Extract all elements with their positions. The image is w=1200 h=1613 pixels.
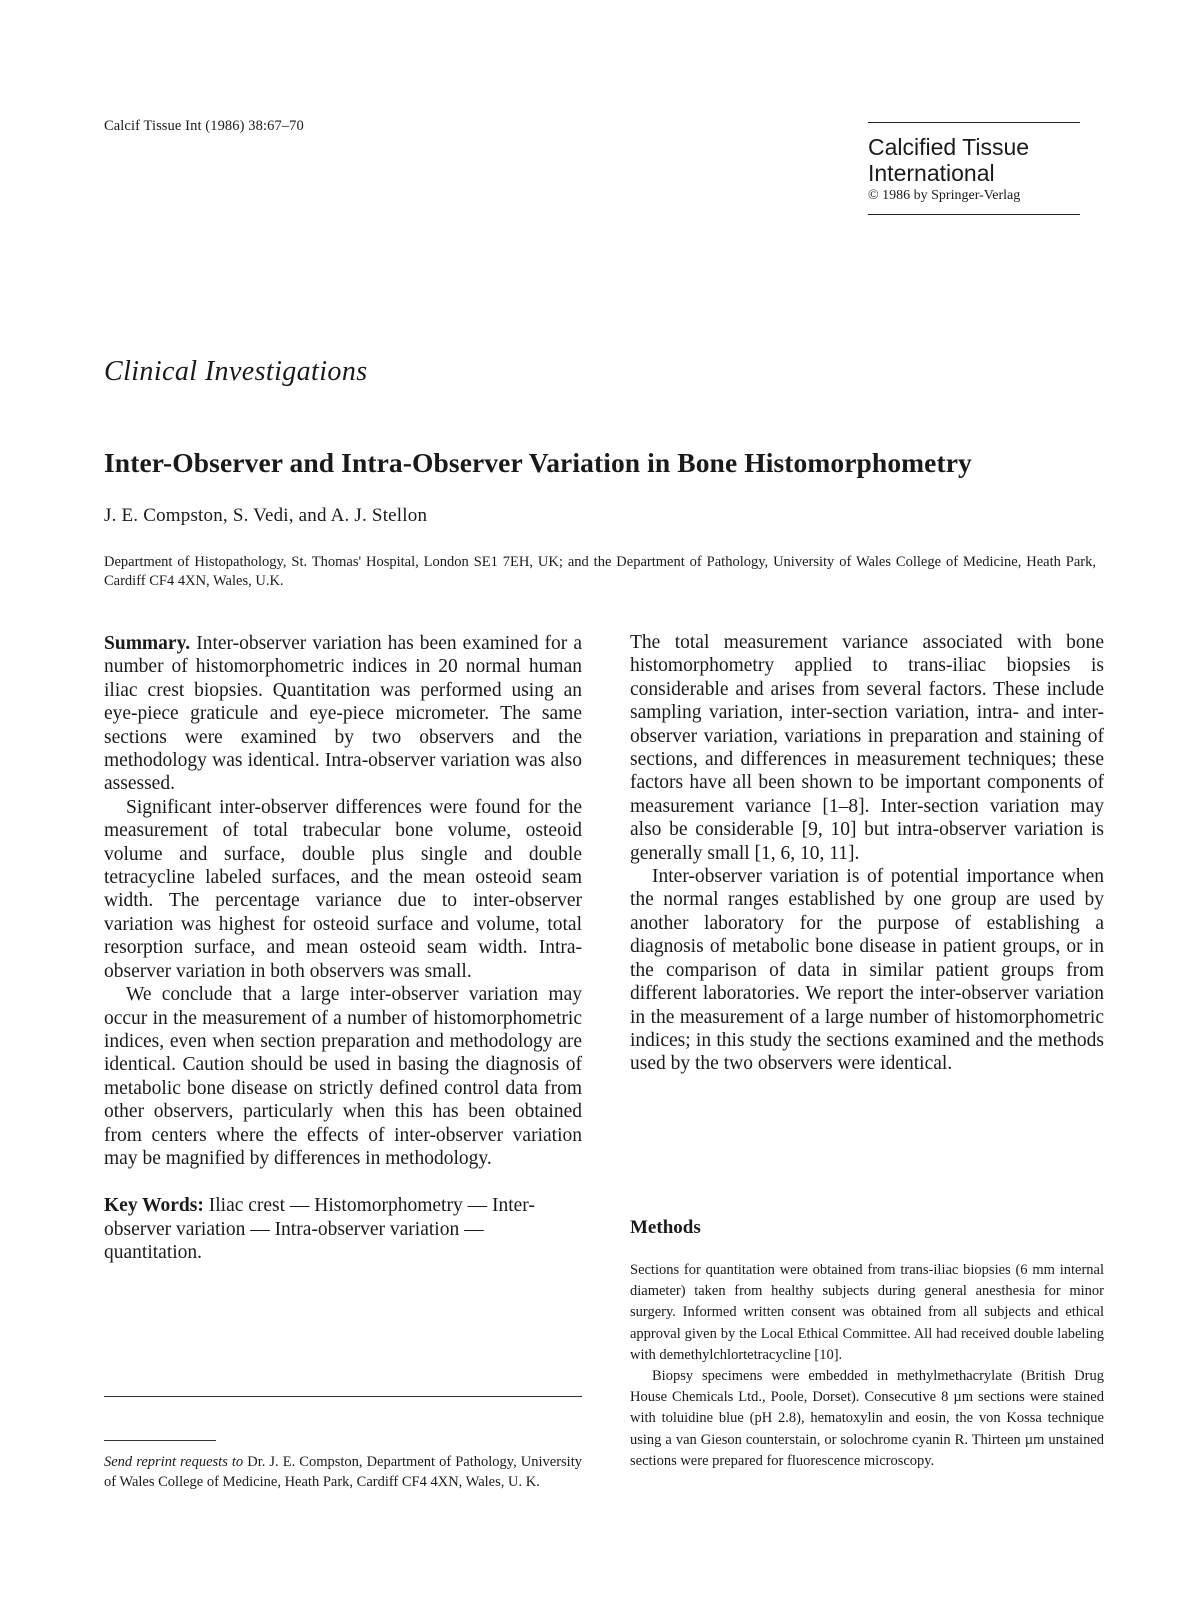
summary-paragraph-2: Significant inter-observer differences were found for the measurement of total trabecular bone volume, osteoid volume and surface, double plus single and double tetracycline labeled surfaces, and the mean osteoid seam width. The percentage variance due to inter-observer variation was highest for osteoid surface and volume, total resorption surface, and mean osteoid seam width. Intra-observer variation in both observers was small. (104, 796, 582, 982)
left-column (104, 632, 582, 1265)
keywords-label: Key Words: (104, 1195, 204, 1217)
journal-name: Calcified Tissue International (868, 134, 1030, 186)
column-end-rule (104, 1396, 582, 1397)
summary-label: Summary. (104, 633, 191, 654)
methods-paragraph-1: Sections for quantitation were obtained from trans-iliac biopsies (6 mm internal diameter) taken from healthy subjects during general anesthesia for minor surgery. Informed written consent was obtained from all subjects and ethical approval given by the Local Ethical Committee. All had received double labeling with demethylchlortetracycline [10]. (630, 1262, 1104, 1363)
masthead-bottom-rule (868, 214, 1080, 215)
article-authors: J. E. Compston, S. Vedi, and A. J. Stellon (104, 505, 428, 526)
summary-paragraph-1 (104, 632, 582, 796)
author-affiliation: Department of Histopathology, St. Thomas' Hospital, London SE1 7EH, UK; and the Department of Pathology, University of Wales College of Medicine, Heath Park, Cardiff CF4 4XN, Wales, U.K. (104, 554, 1096, 589)
keywords-text: Iliac crest — Histomorphometry — Inter-observer variation — Intra-observer variation — quantitation. (104, 1195, 535, 1264)
summary-paragraph-3: We conclude that a large inter-observer variation may occur in the measurement of a number of histomorphometric indices, even when section preparation and methodology are identical. Caution should be used in basing the diagnosis of metabolic bone disease on strictly defined control data from other observers, particularly when this has been obtained from centers where the effects of inter-observer variation may be magnified by differences in methodology. (104, 984, 582, 1169)
footnote-label: Send reprint requests to (104, 1454, 244, 1470)
article-title: Inter-Observer and Intra-Observer Variation in Bone Histomorphometry (104, 447, 972, 478)
journal-copyright: © 1986 by Springer-Verlag (868, 188, 1021, 203)
footnote-text: Dr. J. E. Compston, Department of Pathology, University of Wales College of Medicine, Heath Park, Cardiff CF4 4XN, Wales, U. K. (104, 1454, 582, 1490)
methods-section (630, 1260, 1104, 1472)
methods-paragraph-2: Biopsy specimens were embedded in methylmethacrylate (British Drug House Chemicals Ltd., Poole, Dorset). Consecutive 8 µm sections were stained with toluidine blue (pH 2.8), hematoxylin and eosin, the von Kossa technique using a van Gieson counterstain, or solochrome cyanin R. Thirteen µm unstained sections were prepared for fluorescence microscopy. (630, 1368, 1104, 1469)
reprint-footnote (104, 1452, 582, 1492)
section-label: Clinical Investigations (104, 356, 368, 387)
journal-masthead (868, 122, 1080, 215)
intro-paragraph-2: Inter-observer variation is of potential importance when the normal ranges established by one group are used by another laboratory for the purpose of establishing a diagnosis of metabolic bone disease in patient groups, or in the comparison of data in similar patient groups from different laboratories. We report the inter-observer variation in the measurement of a large number of histomorphometric indices; in this study the sections examined and the methods used by the two observers were identical. (630, 866, 1104, 1075)
right-column (630, 631, 1104, 1076)
methods-heading: Methods (630, 1217, 701, 1238)
masthead-top-rule (868, 122, 1080, 123)
keywords (104, 1194, 582, 1264)
intro-paragraph-1: The total measurement variance associated with bone histomorphometry applied to trans-iliac biopsies is considerable and arises from several factors. These include sampling variation, inter-section variation, intra- and inter-observer variation, variations in preparation and staining of sections, and differences in measurement techniques; these factors have all been shown to be important components of measurement variance [1–8]. Inter-section variation may also be considerable [9, 10] but intra-observer variation is generally small [1, 6, 10, 11]. (630, 632, 1104, 864)
summary-text-1: Inter-observer variation has been examined for a number of histomorphometric indices in 20 normal human iliac crest biopsies. Quantitation was performed using an eye-piece graticule and eye-piece micrometer. The same sections were examined by two observers and the methodology was identical. Intra-observer variation was also assessed. (104, 633, 583, 795)
footnote-rule (104, 1440, 216, 1441)
journal-citation: Calcif Tissue Int (1986) 38:67–70 (104, 118, 304, 134)
